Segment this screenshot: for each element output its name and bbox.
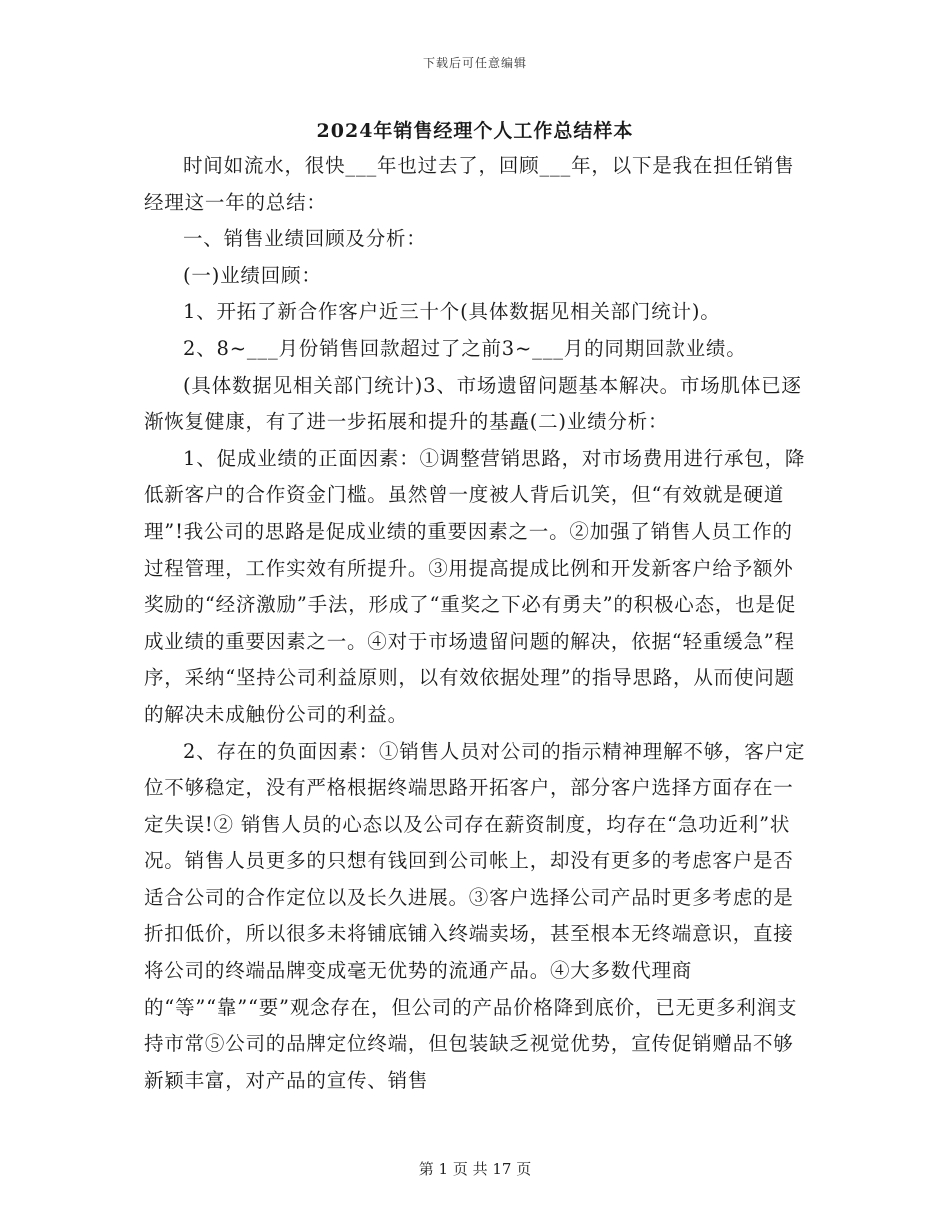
paragraph-negative-factors: 2、存在的负面因素：①销售人员对公司的指示精神理解不够，客户定位不够稳定，没有严格根据终端思路开拓客户，部分客户选择方面存在一定失误!② 销售人员的心态以及公司存在薪资制度，均存在“急功近利”状况。销售人员更多的只想有钱回到公司帐上，却没有更多的考虑客户是否适合公司的合作定位以及长久进展。③客户选择公司产品时更多考虑的是折扣低价，所以很多未将铺底铺入终端卖场，甚至根本无终端意识，直接将公司的终端品牌变成毫无优势的流通产品。④大多数代理商的“等”“靠”“要”观念存在，但公司的产品价格降到底价，已无更多利润支持市常⑤公司的品牌定位终端，但包装缺乏视觉优势，宣传促销赠品不够新颖丰富，对产品的宣传、销售 (144, 739, 806, 1092)
paragraph-item-3: (具体数据见相关部门统计)3、市场遗留问题基本解决。市场肌体已逐渐恢复健康，有了进一步拓展和提升的基矗(二)业绩分析： (144, 373, 802, 434)
paragraph-intro: 时间如流水，很快___年也过去了，回顾___年，以下是我在担任销售经理这一年的总结： (144, 154, 795, 214)
page-number: 第 1 页 共 17 页 (418, 1160, 532, 1178)
document-body (144, 148, 812, 1099)
paragraph-positive-factors: 1、促成业绩的正面因素：①调整营销思路，对市场费用进行承包，降低新客户的合作资金门槛。虽然曾一度被人背后讥笑，但“有效就是硬道理”!我公司的思路是促成业绩的重要因素之一。②加强了销售人员工作的过程管理，工作实效有所提升。③用提高提成比例和开发新客户给予额外奖励的“经济激励”手法，形成了“重奖之下必有勇夫”的积极心态，也是促成业绩的重要因素之一。④对于市场遗留问题的解决，依据“轻重缓急”程序，采纳“坚持公司利益原则，以有效依据处理”的指导思路，从而使问题的解决未成触份公司的利益。 (144, 446, 806, 726)
header-note: 下载后可任意编辑 (422, 56, 527, 70)
paragraph-item-2: 2、8~___月份销售回款超过了之前3~___月的同期回款业绩。 (183, 336, 747, 360)
document-title: 2024年销售经理个人工作总结样本 (316, 120, 634, 142)
paragraph-item-1: 1、开拓了新合作客户近三十个(具体数据见相关部门统计)。 (183, 300, 721, 324)
paragraph-subsection-heading: (一)业绩回顾： (183, 263, 322, 287)
paragraph-section-heading: 一、销售业绩回顾及分析： (183, 227, 427, 251)
